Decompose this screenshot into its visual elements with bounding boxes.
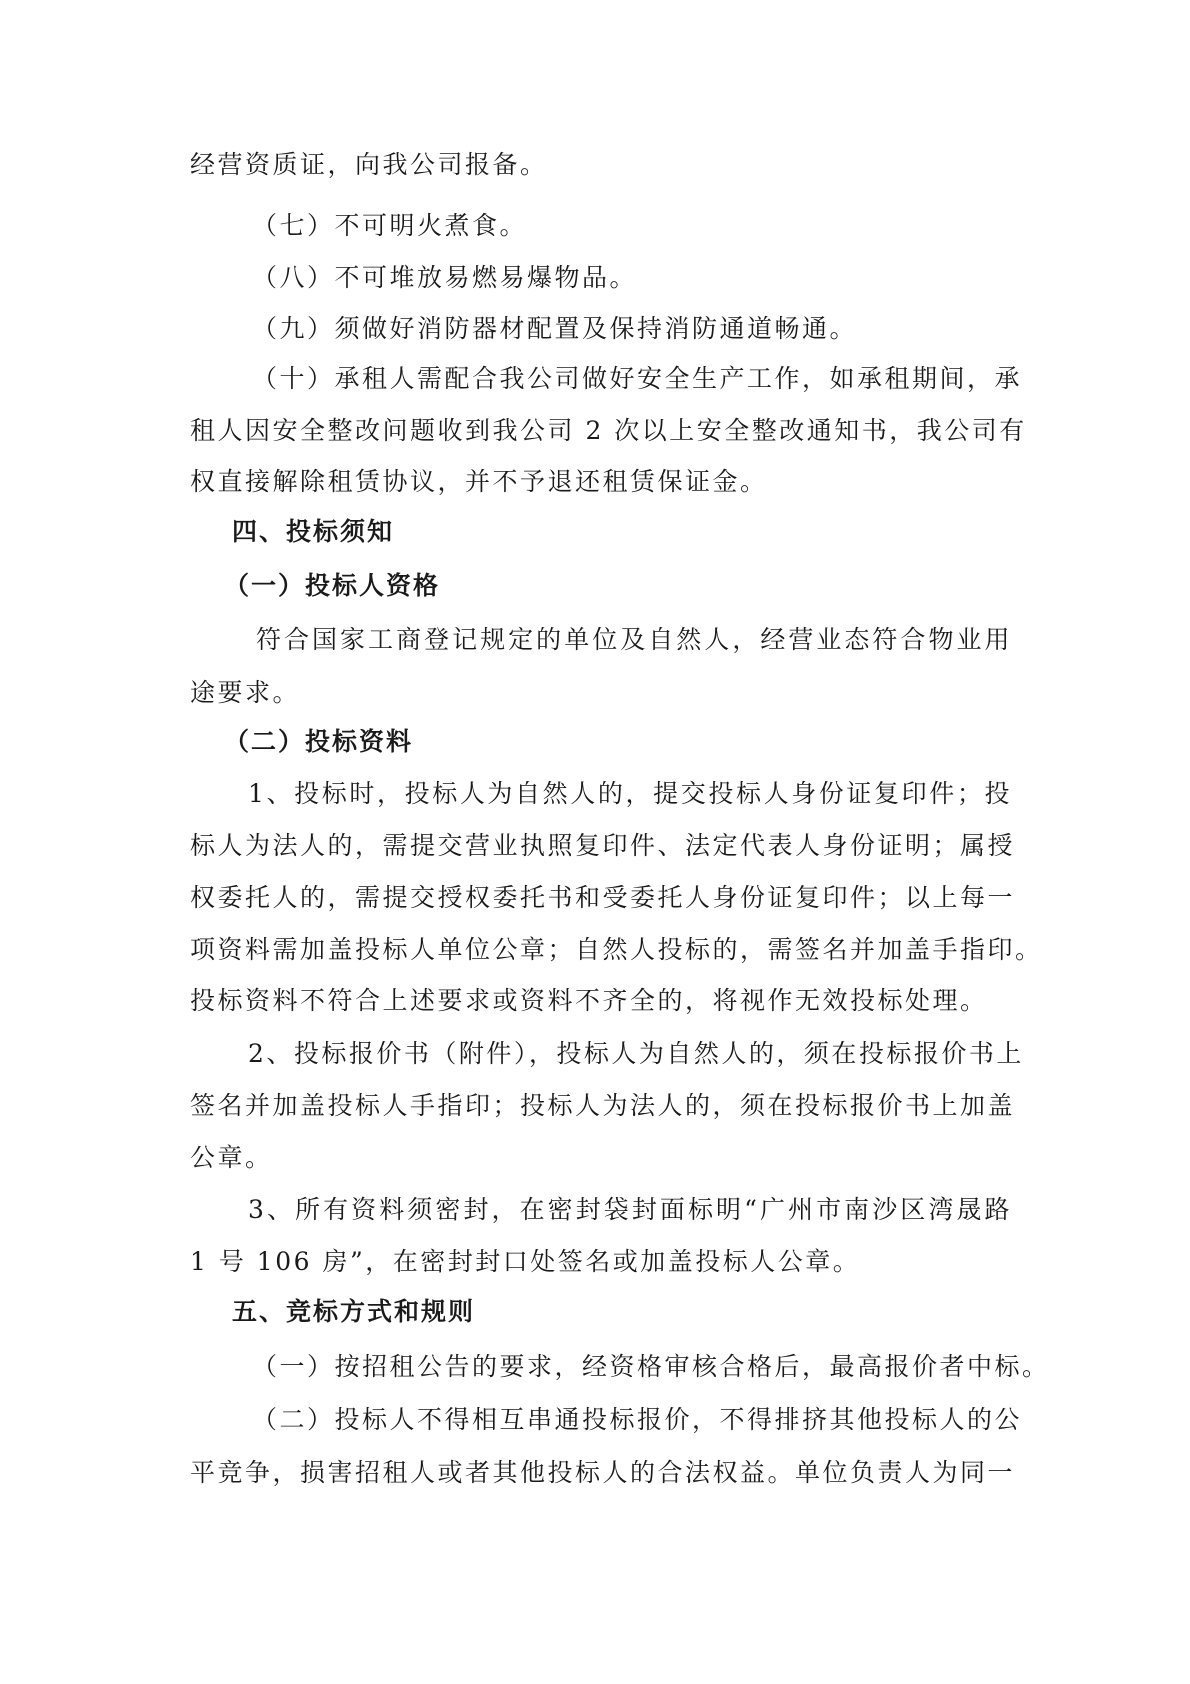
rule-two-line-1: （二）投标人不得相互串通投标报价，不得排挤其他投标人的公 bbox=[252, 1405, 1023, 1434]
materials-item-2-line-3: 公章。 bbox=[190, 1143, 273, 1172]
clause-ten-line-1: （十）承租人需配合我公司做好安全生产工作，如承租期间，承 bbox=[252, 364, 1023, 393]
materials-item-1-line-2: 标人为法人的，需提交营业执照复印件、法定代表人身份证明；属授 bbox=[190, 831, 1016, 860]
materials-item-1-line-5: 投标资料不符合上述要求或资料不齐全的，将视作无效投标处理。 bbox=[190, 986, 988, 1015]
materials-item-2-line-2: 签名并加盖投标人手指印；投标人为法人的，须在投标报价书上加盖 bbox=[190, 1091, 1016, 1120]
materials-item-2-line-1: 2、投标报价书（附件），投标人为自然人的，须在投标报价书上 bbox=[248, 1039, 1024, 1068]
materials-item-3-line-1: 3、所有资料须密封，在密封袋封面标明“广州市南沙区湾晟路 bbox=[248, 1195, 1012, 1224]
section-heading-bidding-notice: 四、投标须知 bbox=[232, 517, 395, 546]
clause-ten-line-2: 租人因安全整改问题收到我公司 2 次以上安全整改通知书，我公司有 bbox=[190, 416, 1027, 445]
clause-nine: （九）须做好消防器材配置及保持消防通道畅通。 bbox=[252, 314, 858, 343]
clause-seven: （七）不可明火煮食。 bbox=[252, 211, 528, 240]
body-text-line: 经营资质证，向我公司报备。 bbox=[190, 150, 548, 179]
clause-eight: （八）不可堆放易燃易爆物品。 bbox=[252, 263, 638, 292]
materials-item-1-line-3: 权委托人的，需提交授权委托书和受委托人身份证复印件；以上每一 bbox=[190, 883, 1016, 912]
rule-one: （一）按招租公告的要求，经资格审核合格后，最高报价者中标。 bbox=[252, 1352, 1050, 1381]
subheading-bidding-materials: （二）投标资料 bbox=[224, 727, 414, 756]
qualification-line-1: 符合国家工商登记规定的单位及自然人，经营业态符合物业用 bbox=[256, 625, 1012, 654]
qualification-line-2: 途要求。 bbox=[190, 678, 301, 707]
clause-ten-line-3: 权直接解除租赁协议，并不予退还租赁保证金。 bbox=[190, 467, 768, 496]
materials-item-3-line-2: 1 号 106 房”，在密封封口处签名或加盖投标人公章。 bbox=[190, 1247, 861, 1276]
rule-two-line-2: 平竞争，损害招租人或者其他投标人的合法权益。单位负责人为同一 bbox=[190, 1458, 1016, 1487]
subheading-bidder-qualification: （一）投标人资格 bbox=[224, 571, 441, 600]
materials-item-1-line-1: 1、投标时，投标人为自然人的，提交投标人身份证复印件；投 bbox=[248, 779, 1012, 808]
materials-item-1-line-4: 项资料需加盖投标人单位公章；自然人投标的，需签名并加盖手指印。 bbox=[190, 935, 1043, 964]
section-heading-bidding-rules: 五、竞标方式和规则 bbox=[232, 1297, 476, 1326]
